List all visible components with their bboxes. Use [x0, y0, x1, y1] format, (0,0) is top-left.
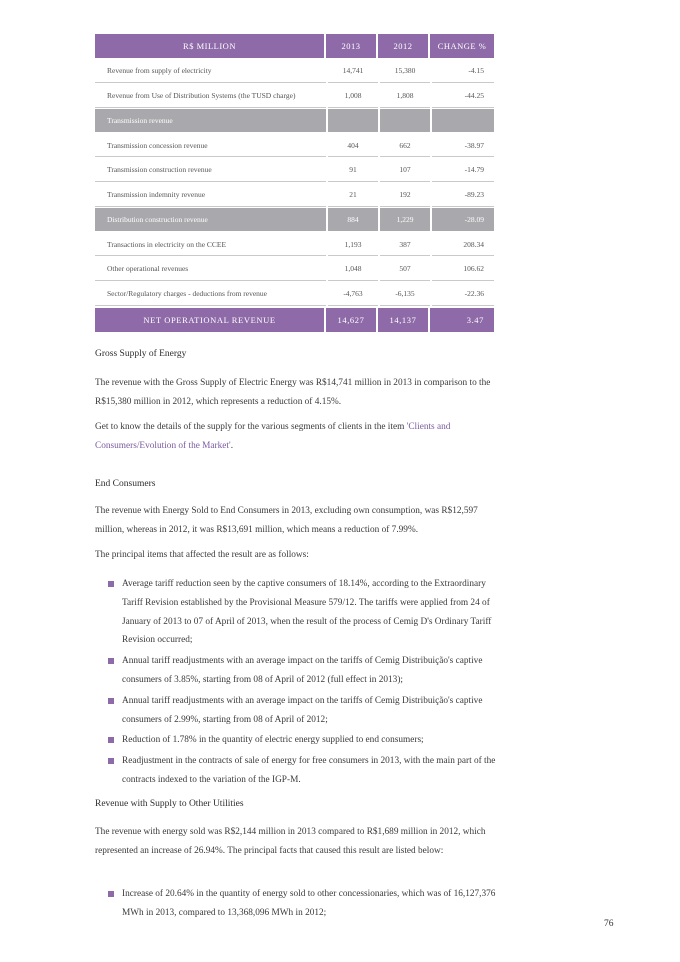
cell-2012: 507 — [380, 258, 430, 281]
bullet-square-icon — [108, 581, 114, 587]
cell-2013: -4,763 — [328, 283, 378, 306]
cell-change — [432, 109, 494, 132]
cell-2013: 91 — [328, 159, 378, 182]
table-header — [95, 34, 494, 58]
cell-2013: 14,741 — [328, 60, 378, 83]
total-change: 3.47 — [466, 314, 484, 325]
header-2013: 2013 — [326, 34, 378, 58]
cell-change: -22.36 — [432, 283, 494, 306]
table-row — [95, 233, 494, 256]
table-row — [95, 283, 494, 306]
end-bullet-list — [108, 575, 496, 792]
gross-p2-prefix: Get to know the details of the supply for the various segments of clients in the item — [95, 422, 407, 432]
cell-2012: 192 — [380, 184, 430, 207]
heading-other-utilities: Revenue with Supply to Other Utilities — [95, 799, 244, 809]
cell-change: -44.25 — [432, 85, 494, 108]
list-item: Reduction of 1.78% in the quantity of electric energy supplied to end consumers; — [108, 731, 496, 750]
row-label: Transmission revenue — [95, 109, 326, 132]
bullet-square-icon — [108, 658, 114, 664]
gross-paragraph-2 — [95, 418, 495, 456]
row-label: Revenue from Use of Distribution Systems (the TUSD charge) — [95, 85, 326, 108]
utilities-paragraph-1: The revenue with energy sold was R$2,144 million in 2013 compared to R$1,689 million in 2012, which represented an increase of 26.94%. The principal facts that caused this result are listed below: — [95, 827, 486, 856]
bullet-square-icon — [108, 737, 114, 743]
clients-market-link[interactable]: 'Clients and Consumers/Evolution of the Market' — [95, 422, 451, 451]
cell-2013: 884 — [328, 208, 378, 231]
table-row — [95, 134, 494, 157]
row-label: Transmission indemnity revenue — [95, 184, 326, 207]
cell-2012: 662 — [380, 134, 430, 157]
gross-p2-suffix: . — [230, 441, 234, 451]
cell-2012: 387 — [380, 233, 430, 256]
row-label: Distribution construction revenue — [95, 208, 326, 231]
table-total-row — [95, 308, 494, 332]
cell-2012: -6,135 — [380, 283, 430, 306]
cell-2013: 1,008 — [328, 85, 378, 108]
table-row — [95, 60, 494, 83]
heading-gross-supply: Gross Supply of Energy — [95, 349, 187, 359]
header-change: CHANGE % — [437, 41, 487, 51]
table-row — [95, 258, 494, 281]
total-2013: 14,627 — [326, 308, 378, 332]
end-paragraph-1: The revenue with Energy Sold to End Consumers in 2013, excluding own consumption, was R$12,597 million, whereas in 2012, it was R$13,691 million, which means a reduction of 7.99%. — [95, 506, 478, 535]
cell-2013 — [328, 109, 378, 132]
cell-change: -28.09 — [432, 208, 494, 231]
cell-2013: 1,193 — [328, 233, 378, 256]
row-label: Transmission construction revenue — [95, 159, 326, 182]
cell-2012: 15,380 — [380, 60, 430, 83]
total-label: NET OPERATIONAL REVENUE — [95, 308, 326, 332]
table-row — [95, 159, 494, 182]
cell-change: -4.15 — [432, 60, 494, 83]
list-item: Increase of 20.64% in the quantity of energy sold to other concessionaries, which was of 16,127,376 MWh in 2013, compared to 13,368,096 MWh in 2012; — [108, 885, 496, 923]
bullet-square-icon — [108, 698, 114, 704]
end-paragraph-2: The principal items that affected the result are as follows: — [95, 550, 309, 560]
cell-2013: 404 — [328, 134, 378, 157]
utilities-bullet-list — [108, 885, 496, 925]
cell-2012: 1,229 — [380, 208, 430, 231]
table-row — [95, 184, 494, 207]
header-rs-million: R$ MILLION — [95, 34, 326, 58]
cell-change: 106.62 — [432, 258, 494, 281]
cell-2012: 107 — [380, 159, 430, 182]
bullet-square-icon — [108, 891, 114, 897]
table-row — [95, 85, 494, 108]
cell-change: -14.79 — [432, 159, 494, 182]
row-label: Revenue from supply of electricity — [95, 60, 326, 83]
revenue-table — [95, 34, 494, 332]
cell-2013: 1,048 — [328, 258, 378, 281]
table-body — [95, 60, 494, 306]
header-2012: 2012 — [378, 34, 430, 58]
page-number: 76 — [604, 919, 614, 929]
total-2012: 14,137 — [378, 308, 430, 332]
cell-2012: 1,808 — [380, 85, 430, 108]
cell-change: -38.97 — [432, 134, 494, 157]
table-row — [95, 109, 494, 132]
row-label: Transmission concession revenue — [95, 134, 326, 157]
table-row — [95, 208, 494, 231]
list-item: Annual tariff readjustments with an average impact on the tariffs of Cemig Distribuição's captive consumers of 3.85%, starting from 08 of April of 2012 (full effect in 2013); — [108, 652, 496, 690]
row-label: Other operational revenues — [95, 258, 326, 281]
cell-2013: 21 — [328, 184, 378, 207]
row-label: Sector/Regulatory charges - deductions from revenue — [95, 283, 326, 306]
bullet-square-icon — [108, 758, 114, 764]
list-item: Annual tariff readjustments with an average impact on the tariffs of Cemig Distribuição's captive consumers of 2.99%, starting from 08 of April of 2012; — [108, 692, 496, 730]
list-item: Average tariff reduction seen by the captive consumers of 18.14%, according to the Extraordinary Tariff Revision established by the Provisional Measure 579/12. The tariffs were applied from 24 of January of 2013 to 07 of April of 2013, when the result of the process of Cemig D's Ordinary Tariff Revision occurred; — [108, 575, 496, 650]
cell-change: 208.34 — [432, 233, 494, 256]
row-label: Transactions in electricity on the CCEE — [95, 233, 326, 256]
cell-change: -89.23 — [432, 184, 494, 207]
gross-paragraph-1: The revenue with the Gross Supply of Electric Energy was R$14,741 million in 2013 in comparison to the R$15,380 million in 2012, which represents a reduction of 4.15%. — [95, 378, 491, 407]
heading-end-consumers: End Consumers — [95, 479, 156, 489]
list-item: Readjustment in the contracts of sale of energy for free consumers in 2013, with the main part of the contracts indexed to the variation of the IGP-M. — [108, 752, 496, 790]
cell-2012 — [380, 109, 430, 132]
